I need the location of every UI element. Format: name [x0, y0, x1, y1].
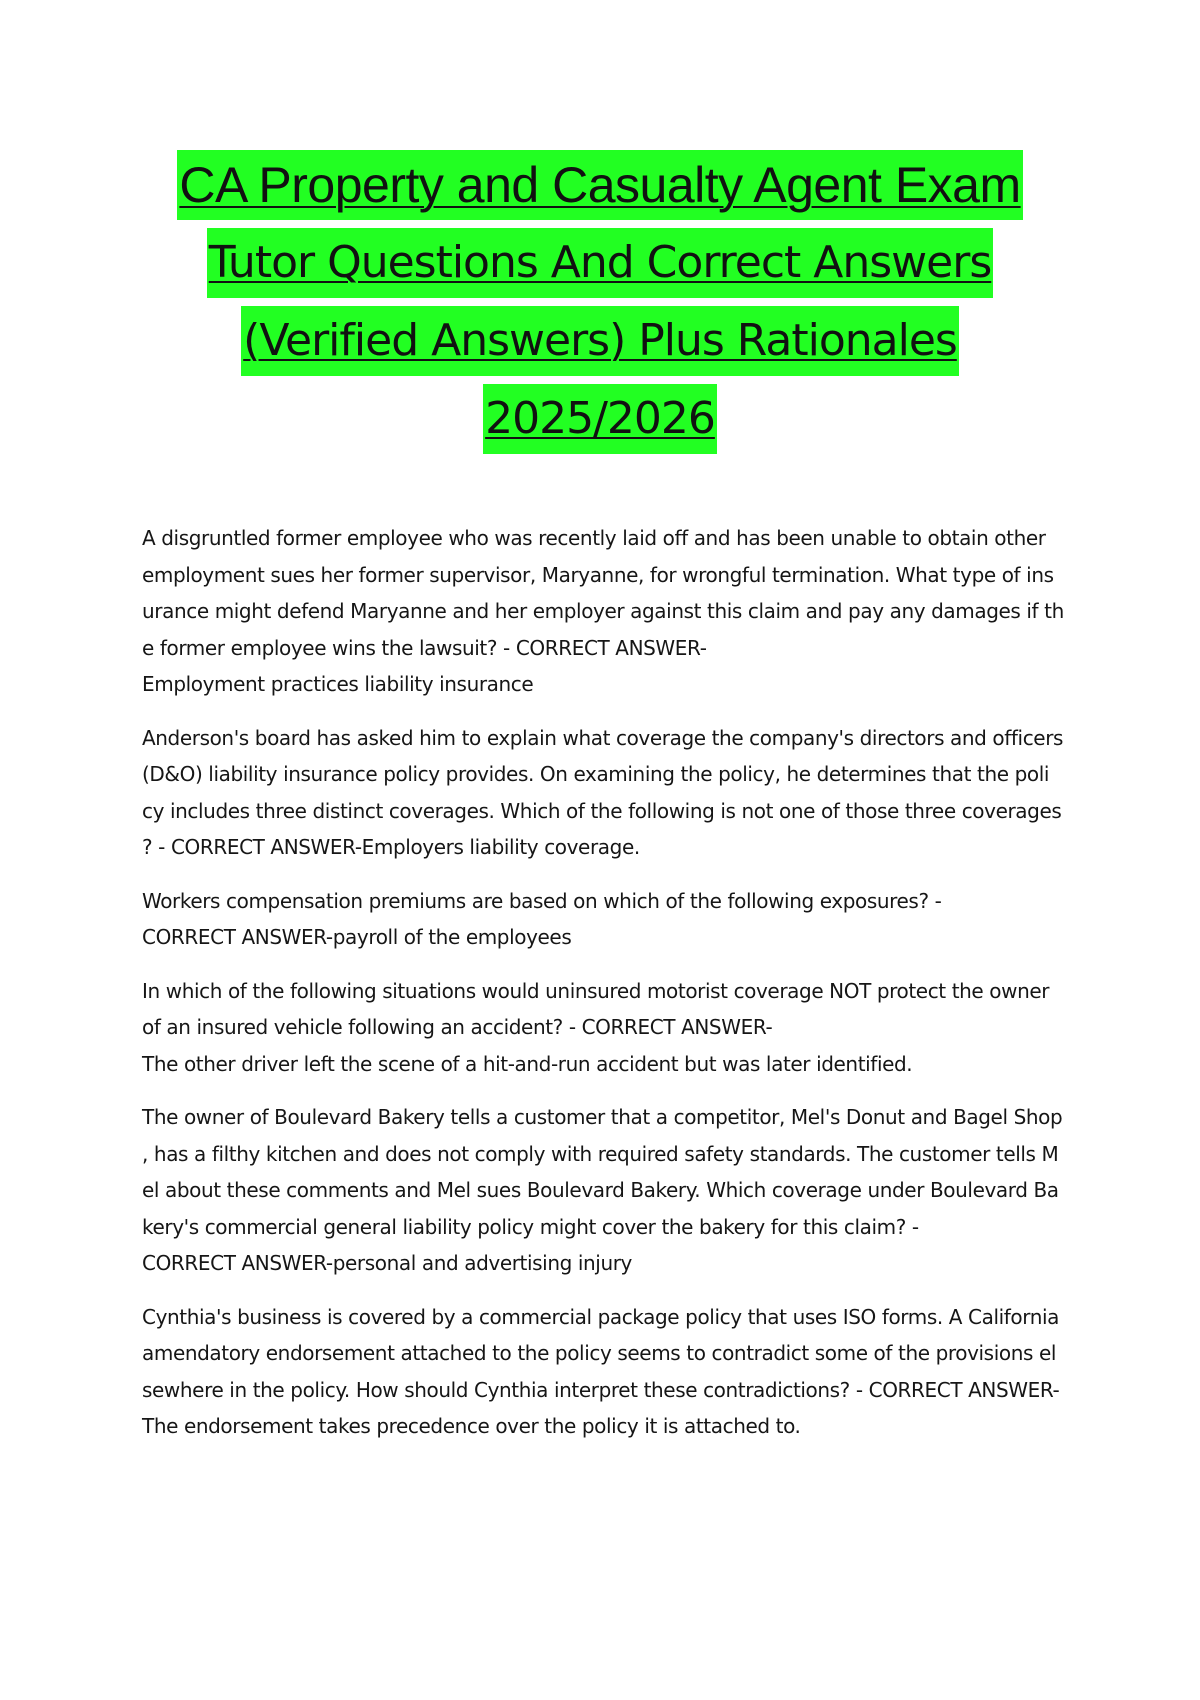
text-line: of an insured vehicle following an accident? - CORRECT ANSWER-	[142, 1015, 773, 1039]
text-line: kery's commercial general liability policy might cover the bakery for this claim? -	[142, 1214, 919, 1239]
question-item	[142, 720, 1067, 866]
title-line-2: Tutor Questions And Correct Answers	[207, 228, 994, 298]
text-line: cy includes three distinct coverages. Which of the following is not one of those three coverages	[142, 798, 1062, 823]
text-line: The owner of Boulevard Bakery tells a customer that a competitor, Mel's Donut and Bagel Shop	[142, 1105, 1063, 1129]
question-item	[142, 1299, 1067, 1445]
text-line: In which of the following situations would uninsured motorist coverage NOT protect the owner	[142, 978, 1050, 1003]
text-line: Anderson's board has asked him to explain what coverage the company's directors and officers	[142, 725, 1064, 750]
text-line: Cynthia's business is covered by a commercial package policy that uses ISO forms. A California	[142, 1304, 1060, 1329]
answer-line: CORRECT ANSWER-personal and advertising injury	[142, 1251, 632, 1275]
document-title	[0, 150, 1200, 462]
title-line-4: 2025/2026	[483, 384, 717, 454]
text-line: urance might defend Maryanne and her employer against this claim and pay any damages if th	[142, 599, 1064, 623]
question-item	[142, 883, 1067, 956]
text-line: A disgruntled former employee who was recently laid off and has been unable to obtain other	[142, 526, 1046, 550]
text-line: (D&O) liability insurance policy provides. On examining the policy, he determines that the poli	[142, 762, 1050, 786]
title-line-3: (Verified Answers) Plus Rationales	[241, 306, 959, 376]
answer-line: ? - CORRECT ANSWER-Employers liability coverage.	[142, 835, 640, 859]
question-item	[142, 973, 1067, 1083]
title-line-1: CA Property and Casualty Agent Exam	[177, 150, 1022, 220]
text-line: , has a filthy kitchen and does not comply with required safety standards. The customer tells M	[142, 1141, 1059, 1166]
answer-line: The endorsement takes precedence over the policy it is attached to.	[142, 1414, 801, 1438]
text-line: sewhere in the policy. How should Cynthia interpret these contradictions? - CORRECT ANSWER-	[142, 1377, 1060, 1402]
question-item	[142, 1099, 1067, 1282]
answer-line: CORRECT ANSWER-payroll of the employees	[142, 925, 572, 949]
text-line: el about these comments and Mel sues Boulevard Bakery. Which coverage under Boulevard Ba	[142, 1178, 1059, 1202]
answer-line: The other driver left the scene of a hit-and-run accident but was later identified.	[142, 1051, 913, 1076]
question-item	[142, 520, 1067, 703]
text-line: amendatory endorsement attached to the policy seems to contradict some of the provisions el	[142, 1341, 1057, 1365]
question-list	[142, 520, 1067, 1462]
answer-line: Employment practices liability insurance	[142, 672, 534, 696]
text-line: e former employee wins the lawsuit? - CORRECT ANSWER-	[142, 635, 707, 660]
text-line: employment sues her former supervisor, Maryanne, for wrongful termination. What type of ins	[142, 562, 1054, 587]
text-line: Workers compensation premiums are based on which of the following exposures? -	[142, 888, 942, 913]
